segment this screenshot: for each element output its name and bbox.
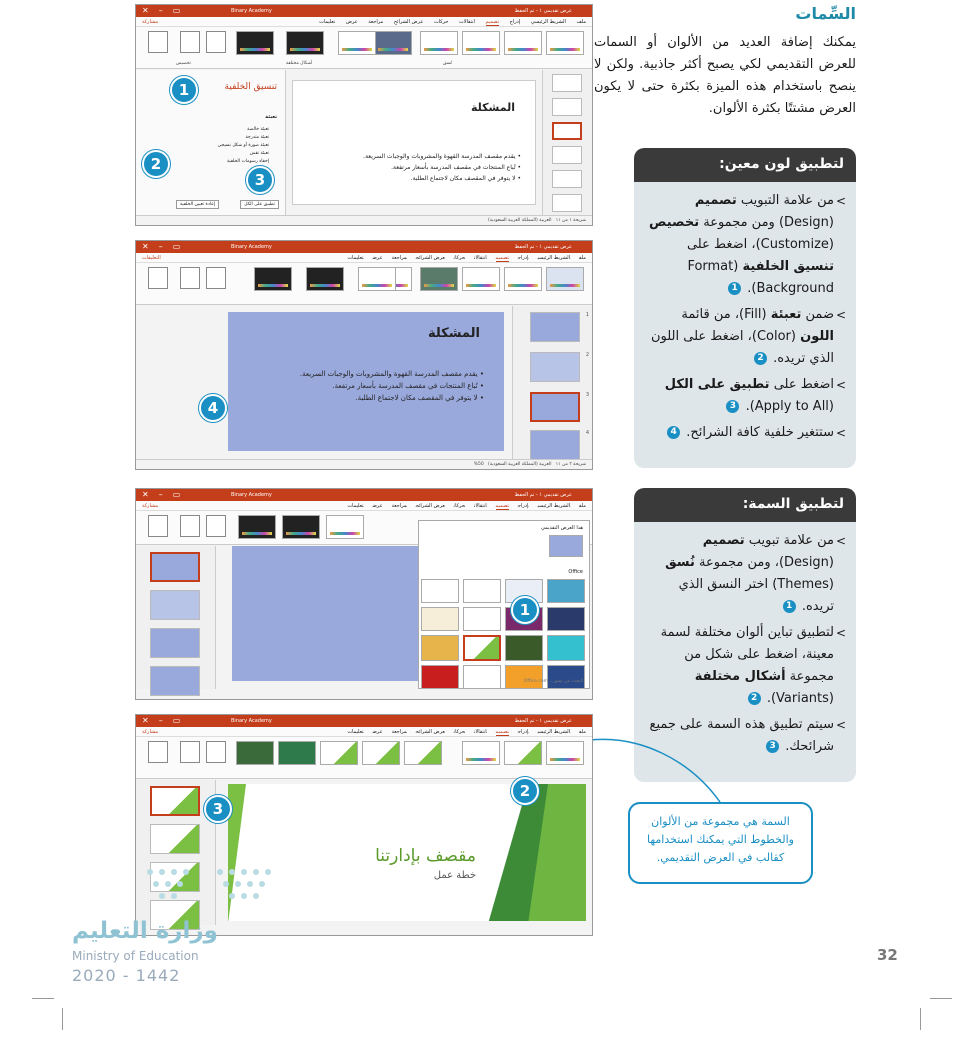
ministry-year: 2020 - 1442: [72, 966, 181, 985]
variant-thumb[interactable]: [236, 31, 274, 55]
step-1: > من علامة تبويب تصميم (Design)، ومن مجموعة نُسق (Themes) اختر النسق الذي تريده. 1: [644, 530, 846, 618]
themes-dropdown[interactable]: هذا العرض التقديمي Office البحث عن نسق... Office.com: [418, 520, 590, 689]
ministry-name-english: Ministry of Education: [72, 949, 199, 963]
design-ribbon: [136, 263, 592, 305]
theme-thumb[interactable]: [420, 31, 458, 55]
theme-thumb[interactable]: [504, 31, 542, 55]
theme-thumb[interactable]: [462, 31, 500, 55]
design-ribbon: نُسق أشكال مختلفة تخصيص: [136, 27, 592, 69]
fill-options[interactable]: تعبئة خالصة تعبئة متدرجة تعبئة صورة أو شكل نسيجي تعبئة نقش إخفاء رسومات الخلفية: [217, 127, 269, 164]
ribbon-tabs: ملفالشريط الرئيسيإدراجتصميمانتقالاتحركاتعرض الشرائحمراجعةعرضتعليمات مشاركة: [136, 727, 592, 737]
slide-canvas: المشكلة • يقدم مقصف المدرسة القهوة والمشروبات والوجبات السريعة. • تُباع المنتجات في مقصف المدرسة بأسعار مرتفعة. • لا يتوفر في المقصف مكان لاجتماع الطلبة.: [228, 312, 504, 451]
card-heading: لتطبيق لون معين:: [634, 148, 856, 182]
theme-option[interactable]: [547, 579, 585, 603]
share-button[interactable]: مشاركة: [142, 19, 159, 25]
slide-size-button[interactable]: [206, 31, 226, 53]
step-4: > ستتغير خلفية كافة الشرائح. 4: [644, 422, 846, 444]
status-bar: شريحة ٣ من ١١ العربية (المملكة العربية السعودية) 50%: [136, 459, 592, 469]
callout-2: 2: [511, 777, 539, 805]
title-bar: ✕–▭ Binary Academy عرض تقديمي ١ - تم الحفظ: [136, 715, 592, 727]
status-bar: شريحة ١ من ١١ العربية (المملكة العربية السعودية): [136, 215, 592, 225]
title-bar: ✕–▭ Binary Academy عرض تقديمي ١ - تم الحفظ: [136, 241, 592, 253]
crop-mark: [930, 998, 952, 999]
step-3: > سيتم تطبيق هذه السمة على جميع شرائحك. 3: [644, 714, 846, 758]
variant-thumb[interactable]: [338, 31, 376, 55]
tab-design[interactable]: تصميم: [485, 19, 499, 25]
theme-thumb[interactable]: [546, 31, 584, 55]
slide-canvas: [232, 546, 422, 681]
theme-option[interactable]: [421, 579, 459, 603]
window-controls[interactable]: ✕–▭: [142, 6, 191, 15]
apply-to-all-button[interactable]: تطبيق على الكل: [240, 200, 279, 209]
callout-3: 3: [204, 795, 232, 823]
screenshot-format-background: [135, 4, 593, 226]
slide-canvas: [228, 784, 586, 921]
tab-insert[interactable]: إدراج: [509, 19, 521, 25]
tab-slideshow[interactable]: عرض الشرائح: [393, 19, 424, 25]
step-number-badge: 3: [766, 740, 779, 753]
theme-option[interactable]: [547, 665, 585, 689]
step-number-badge: 4: [667, 426, 680, 439]
slide-thumbnails-pane: [136, 546, 216, 689]
slide-thumbnails-pane: [542, 70, 592, 215]
ribbon-tabs: ملفالشريط الرئيسيإدراجتصميمانتقالاتحركاتعرض الشرائحمراجعةعرضتعليمات مشاركة: [136, 501, 592, 511]
theme-option[interactable]: [547, 635, 585, 661]
design-ideas-button[interactable]: [148, 31, 168, 53]
card-heading: لتطبيق السمة:: [634, 488, 856, 522]
theme-option[interactable]: [463, 607, 501, 631]
workspace: [136, 70, 592, 215]
tab-view[interactable]: عرض: [345, 19, 358, 25]
final-slide-subtitle: خطة عمل: [433, 870, 476, 881]
tab-review[interactable]: مراجعة: [368, 19, 384, 25]
current-theme-thumb[interactable]: [549, 535, 583, 557]
callout-2: 2: [142, 150, 170, 178]
pane-title: تنسيق الخلفية: [224, 82, 277, 92]
tab-animations[interactable]: حركات: [433, 19, 449, 25]
callout-1: 1: [511, 596, 539, 624]
theme-thumb[interactable]: [374, 31, 412, 55]
step-number-badge: 2: [748, 692, 761, 705]
crop-mark: [920, 1008, 921, 1030]
ribbon-tabs: [136, 17, 592, 27]
theme-option[interactable]: [463, 665, 501, 689]
tab-transitions[interactable]: انتقالات: [459, 19, 475, 25]
workspace: [136, 306, 592, 459]
title-bar: ✕–▭ Binary Academy عرض تقديمي ١ - تم الحفظ: [136, 489, 592, 501]
callout-1: 1: [170, 76, 198, 104]
theme-option[interactable]: [421, 665, 459, 689]
step-1: > من علامة التبويب تصميم (Design) ومن مجموعة تخصيص (Customize)، اضغط على تنسيق الخلفية (Format Background). 1: [644, 190, 846, 300]
step-number-badge: 2: [754, 352, 767, 365]
slide-thumbnails-pane: 1 2 3 4: [512, 306, 592, 459]
ministry-logo-icon: [140, 864, 275, 906]
section-title: السِّمات: [795, 4, 856, 23]
screenshot-background-applied: [135, 240, 593, 470]
browse-themes-link[interactable]: البحث عن نسق... Office.com: [523, 679, 583, 684]
tab-file[interactable]: ملف: [576, 19, 586, 25]
theme-option[interactable]: [421, 607, 459, 631]
theme-option[interactable]: [505, 635, 543, 661]
ministry-name-arabic: وزارة التعليم: [72, 918, 218, 944]
fill-section: تعبئة: [265, 114, 277, 120]
intro-paragraph: يمكنك إضافة العديد من الألوان أو السمات للعرض التقديمي لكي يصبح أكثر جاذبية. ولكن لا ينصح باستخدام هذه الميزة بكثرة حتى لا يكون العرض مشتتًا بكثرة الألوان.: [594, 35, 856, 116]
variant-thumb[interactable]: [286, 31, 324, 55]
theme-option[interactable]: [421, 635, 459, 661]
design-ribbon: [136, 737, 592, 779]
office-themes-grid: [421, 579, 585, 689]
format-background-button[interactable]: [180, 31, 200, 53]
screenshot-themes-gallery: [135, 488, 593, 700]
ribbon-tabs: ملفالشريط الرئيسيإدراجتصميمانتقالاتحركاتعرض الشرائحمراجعةعرضتعليمات التعليقات: [136, 253, 592, 263]
step-3: > اضغط على تطبيق على الكل (Apply to All). 3: [644, 374, 846, 418]
step-number-badge: 3: [726, 400, 739, 413]
step-2: > لتطبيق تباين ألوان مختلفة لسمة معينة، اضغط على شكل من مجموعة أشكال مختلفة (Variants). 2: [644, 622, 846, 710]
tab-home[interactable]: الشريط الرئيسي: [530, 19, 566, 25]
crop-mark: [32, 998, 54, 999]
callout-4: 4: [199, 394, 227, 422]
callout-3: 3: [246, 166, 274, 194]
title-bar: ✕–▭ Binary Academy عرض تقديمي ١ - تم الحفظ: [136, 5, 592, 17]
crop-mark: [62, 1008, 63, 1030]
theme-definition-note: السمة هي مجموعة من الألوان والخطوط التي يمكنك استخدامها كقالب في العرض التقديمي.: [628, 802, 813, 884]
theme-option[interactable]: [505, 665, 543, 689]
theme-option[interactable]: [463, 579, 501, 603]
step-number-badge: 1: [783, 600, 796, 613]
reset-background-button[interactable]: إعادة تعيين الخلفية: [176, 200, 219, 209]
step-2: > ضمن تعبئة (Fill)، من قائمة اللون (Color)، اضغط على اللون الذي تريده. 2: [644, 304, 846, 370]
slide-canvas: المشكلة • يقدم مقصف المدرسة القهوة والمشروبات والوجبات السريعة. • تُباع المنتجات في مقصف المدرسة بأسعار مرتفعة. • لا يتوفر في المقصف مكان لاجتماع الطلبة.: [292, 80, 536, 205]
theme-option[interactable]: [547, 607, 585, 631]
theme-option-selected[interactable]: [463, 635, 501, 661]
step-number-badge: 1: [728, 282, 741, 295]
tab-help[interactable]: تعليمات: [319, 19, 336, 25]
final-slide-title: مقصف بإدارتنا: [375, 846, 476, 866]
page-number: 32: [877, 946, 898, 964]
